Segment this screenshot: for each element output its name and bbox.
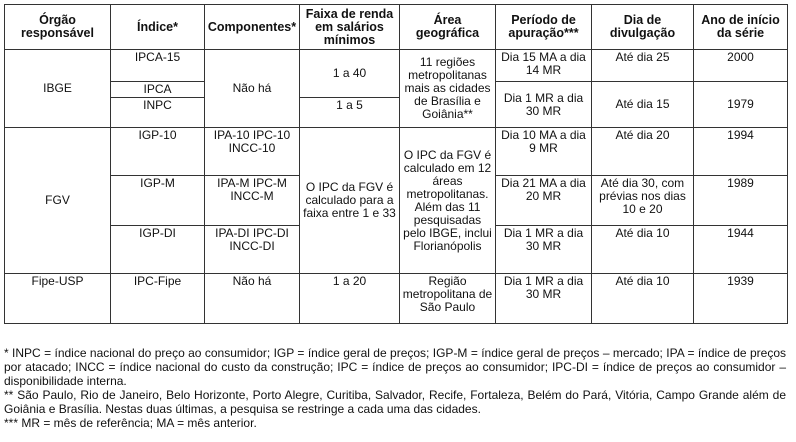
ano-igp10: 1994 (694, 128, 788, 176)
faixa-fgv: O IPC da FGV é calculado para a faixa entre 1 e 33 (300, 128, 400, 274)
table-row (5, 274, 788, 324)
table-container (4, 4, 790, 324)
dia-ipca15: Até dia 25 (592, 50, 694, 82)
ano-fipe: 1939 (694, 274, 788, 324)
header-area: Área geográfica (400, 5, 496, 50)
orgao-fipe: Fipe-USP (5, 274, 111, 324)
periodo-igpdi: Dia 1 MR a dia 30 MR (496, 226, 592, 274)
componentes-igpm: IPA-M IPC-M INCC-M (205, 176, 300, 226)
periodo-ipca: Dia 1 MR a dia 30 MR (496, 82, 592, 128)
ano-igpdi: 1944 (694, 226, 788, 274)
componentes-ibge: Não há (205, 50, 300, 128)
periodo-igp10: Dia 10 MA a dia 9 MR (496, 128, 592, 176)
header-orgao: Órgão responsável (5, 5, 111, 50)
header-periodo: Período de apuração*** (496, 5, 592, 50)
price-index-table (4, 4, 788, 324)
dia-igp10: Até dia 20 (592, 128, 694, 176)
dia-fipe: Até dia 10 (592, 274, 694, 324)
header-ano: Ano de início da série (694, 5, 788, 50)
footnote-1: * INPC = índice nacional do preço ao consumidor; IGP = índice geral de preços; IGP-M = índice geral de preços – mercado; IPA = índice de preços por atacado; INCC = índice nacional do custo da construção; IPC = índice de preços ao consumidor; IPC-DI = índice de preços ao consumidor – disponibilidade interna. (4, 346, 786, 388)
footnotes (4, 346, 786, 430)
indice-igp10: IGP-10 (111, 128, 205, 176)
dia-ipca: Até dia 15 (592, 82, 694, 128)
faixa-inpc: 1 a 5 (300, 98, 400, 128)
area-ibge: 11 regiões metropolitanas mais as cidades de Brasília e Goiânia** (400, 50, 496, 128)
faixa-ipca: 1 a 40 (300, 50, 400, 98)
componentes-fipe: Não há (205, 274, 300, 324)
orgao-ibge: IBGE (5, 50, 111, 128)
dia-igpm: Até dia 30, com prévias nos dias 10 e 20 (592, 176, 694, 226)
header-indice: Índice* (111, 5, 205, 50)
area-fipe: Região metropolitana de São Paulo (400, 274, 496, 324)
indice-ipca: IPCA (111, 82, 205, 98)
footnote-2: ** São Paulo, Rio de Janeiro, Belo Horizonte, Porto Alegre, Curitiba, Salvador, Recife, Fortaleza, Belém do Pará, Vitória, Campo Grande além de Goiânia e Brasília. Nestas duas últimas, a pesquisa se restringe a cada uma das cidades. (4, 388, 786, 416)
indice-igpm: IGP-M (111, 176, 205, 226)
dia-igpdi: Até dia 10 (592, 226, 694, 274)
area-fgv: O IPC da FGV é calculado em 12 áreas metropolitanas. Além das 11 pesquisadas pelo IBGE, inclui Florianópolis (400, 128, 496, 274)
indice-ipc-fipe: IPC-Fipe (111, 274, 205, 324)
ano-ipca15: 2000 (694, 50, 788, 82)
periodo-fipe: Dia 1 MR a dia 30 MR (496, 274, 592, 324)
indice-ipca15: IPCA-15 (111, 50, 205, 82)
periodo-ipca15: Dia 15 MA a dia 14 MR (496, 50, 592, 82)
ano-ipca: 1979 (694, 82, 788, 128)
header-row (5, 5, 788, 50)
componentes-igp10: IPA-10 IPC-10 INCC-10 (205, 128, 300, 176)
orgao-fgv: FGV (5, 128, 111, 274)
faixa-fipe: 1 a 20 (300, 274, 400, 324)
ano-igpm: 1989 (694, 176, 788, 226)
header-componentes: Componentes* (205, 5, 300, 50)
table-row (5, 128, 788, 176)
componentes-igpdi: IPA-DI IPC-DI INCC-DI (205, 226, 300, 274)
header-dia: Dia de divulgação (592, 5, 694, 50)
table-row (5, 50, 788, 82)
header-faixa: Faixa de renda em salários mínimos (300, 5, 400, 50)
indice-igpdi: IGP-DI (111, 226, 205, 274)
periodo-igpm: Dia 21 MA a dia 20 MR (496, 176, 592, 226)
footnote-3: *** MR = mês de referência; MA = mês anterior. (4, 416, 257, 430)
indice-inpc: INPC (111, 98, 205, 128)
